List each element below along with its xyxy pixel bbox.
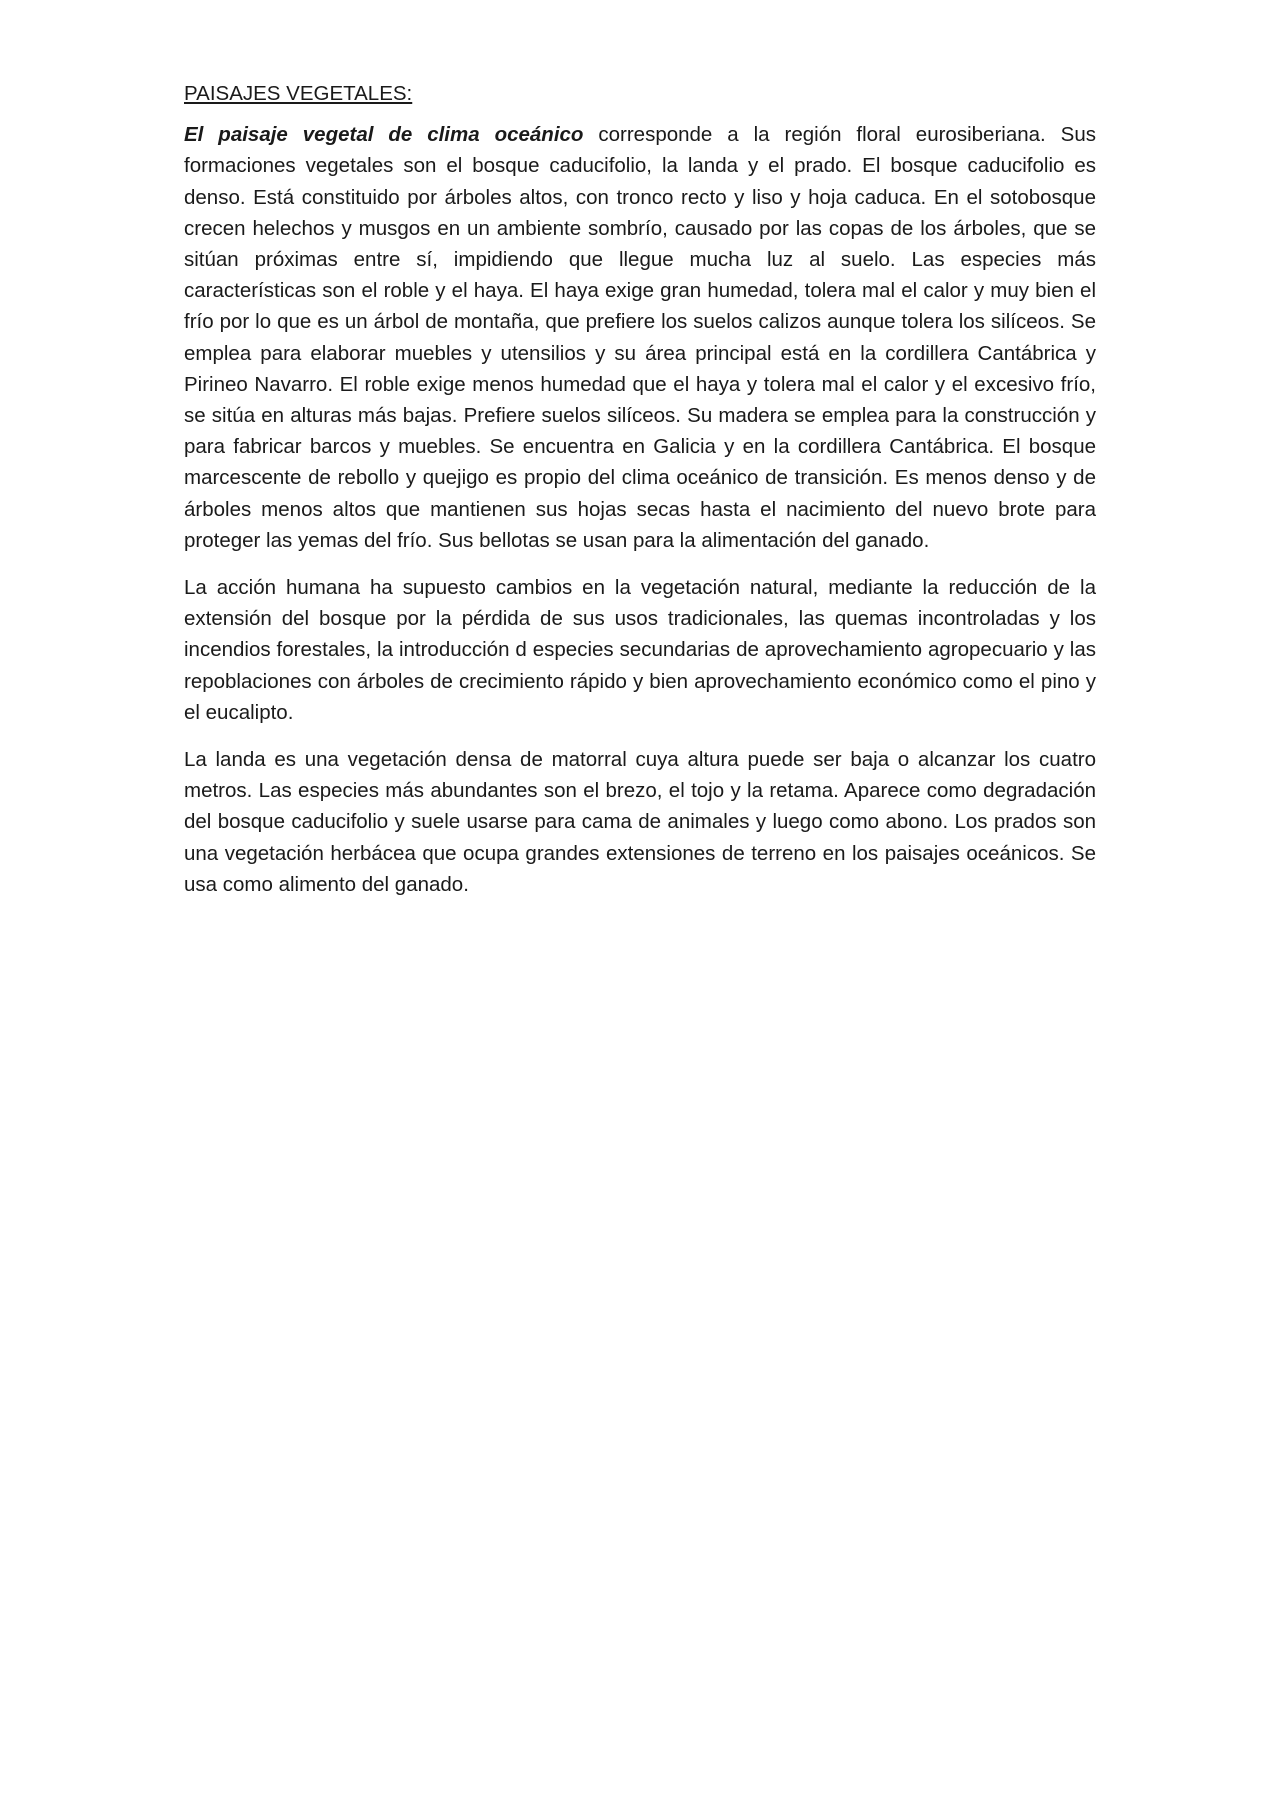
paragraph-oceanic-landscape — [184, 119, 1096, 556]
paragraph-human-action: La acción humana ha supuesto cambios en la vegetación natural, mediante la reducción de la extensión del bosque por la pérdida de sus usos tradicionales, las quemas incontroladas y los incendios forestales, la introducción d especies secundarias de aprovechamiento agropecuario y las repoblaciones con árboles de crecimiento rápido y bien aprovechamiento económico como el pino y el eucalipto. — [184, 576, 1096, 724]
document-heading: PAISAJES VEGETALES: — [184, 82, 413, 105]
paragraph-text: corresponde a la región floral eurosiberiana. Sus formaciones vegetales son el bosque caducifolio, la landa y el prado. El bosque caducifolio es denso. Está constituido por árboles altos, con tronco recto y liso y hoja caduca. En el sotobosque crecen helechos y musgos en un ambiente sombrío, causado por las copas de los árboles, que se sitúan próximas entre sí, impidiendo que llegue mucha luz al suelo. Las especies más características son el roble y el haya. El haya exige gran humedad, tolera mal el calor y muy bien el frío por lo que es un árbol de montaña, que prefiere los suelos calizos aunque tolera los silíceos. Se emplea para elaborar muebles y utensilios y su área principal está en la cordillera Cantábrica y Pirineo Navarro. El roble exige menos humedad que el haya y tolera mal el calor y el excesivo frío, se sitúa en alturas más bajas. Prefiere suelos silíceos. Su madera se emplea para la construcción y para fabricar barcos y muebles. Se encuentra en Galicia y en la cordillera Cantábrica. El bosque marcescente de rebollo y quejigo es propio del clima oceánico de transición. Es menos denso y de árboles menos altos que mantienen sus hojas secas hasta el nacimiento del nuevo brote para proteger las yemas del frío. Sus bellotas se usan para la alimentación del ganado. — [184, 123, 1096, 552]
paragraph-landa-prados: La landa es una vegetación densa de matorral cuya altura puede ser baja o alcanzar los cuatro metros. Las especies más abundantes son el brezo, el tojo y la retama. Aparece como degradación del bosque caducifolio y suele usarse para cama de animales y luego como abono. Los prados son una vegetación herbácea que ocupa grandes extensiones de terreno en los paisajes oceánicos. Se usa como alimento del ganado. — [184, 748, 1096, 896]
document-body — [184, 78, 1096, 916]
paragraph-lead-term: El paisaje vegetal de clima oceánico — [184, 123, 584, 147]
